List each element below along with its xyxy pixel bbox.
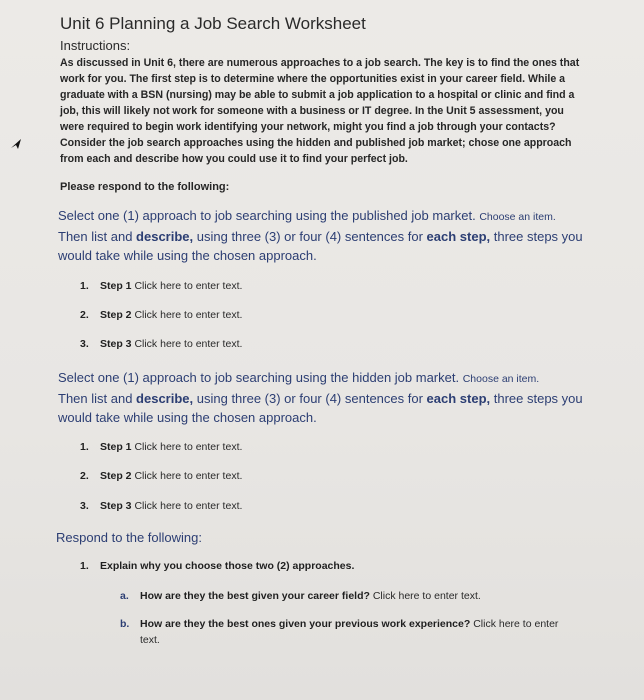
question-text: three steps you xyxy=(490,229,583,244)
step-item xyxy=(80,500,242,512)
step-text-field[interactable]: Click here to enter text. xyxy=(134,500,243,512)
question-item xyxy=(80,560,354,572)
instructions-line: job, this will likely not work for someone with a business or IT degree. In the Unit 5 assessment, you xyxy=(60,105,564,117)
sub-question-b xyxy=(120,616,590,648)
question-text: using three (3) or four (4) sentences for xyxy=(193,391,427,406)
instructions-line: from each and describe how you could use it to find your perfect job. xyxy=(60,153,408,165)
sub-question-a xyxy=(120,588,590,604)
step-number: 2. xyxy=(80,470,89,482)
question-text: three steps you xyxy=(490,391,583,406)
step-item xyxy=(80,280,242,292)
instructions-line: were required to begin work identifying your network, might you find a job through your contacts? xyxy=(60,121,556,133)
question-text: would take while using the chosen approach. xyxy=(58,410,317,425)
sub-question-text: How are they the best ones given your previous work experience? xyxy=(140,618,471,630)
answer-text-field[interactable]: Click here to enter xyxy=(473,618,559,630)
answer-text-field[interactable]: Click here to enter text. xyxy=(372,590,481,602)
choose-item-dropdown[interactable]: Choose an item. xyxy=(479,211,556,223)
question-text-bold: each step, xyxy=(426,229,491,244)
step-label: Step 3 xyxy=(100,500,132,512)
respond-prompt: Please respond to the following: xyxy=(60,181,230,193)
question-text-bold: describe, xyxy=(136,391,194,406)
step-number: 2. xyxy=(80,309,89,321)
sub-question-letter: b. xyxy=(120,618,130,630)
step-text-field[interactable]: Click here to enter text. xyxy=(134,441,243,453)
step-number: 3. xyxy=(80,338,89,350)
step-item xyxy=(80,309,242,321)
page-title: Unit 6 Planning a Job Search Worksheet xyxy=(60,14,366,33)
step-text-field[interactable]: Click here to enter text. xyxy=(134,309,243,321)
question-text: using three (3) or four (4) sentences for xyxy=(193,229,427,244)
step-label: Step 1 xyxy=(100,441,132,453)
sub-question-letter: a. xyxy=(120,590,129,602)
respond-heading: Respond to the following: xyxy=(56,530,202,545)
choose-item-dropdown[interactable]: Choose an item. xyxy=(462,373,540,385)
instructions-label: Instructions: xyxy=(60,38,131,53)
question-text: Explain why you choose those two (2) approaches. xyxy=(100,560,355,572)
step-number: 1. xyxy=(80,280,89,292)
step-text-field[interactable]: Click here to enter text. xyxy=(134,470,243,482)
instructions-line: work for you. The first step is to determine where the opportunities exist in your career field. While a xyxy=(60,73,566,85)
instructions-line: As discussed in Unit 6, there are numerous approaches to a job search. The key is to find the ones that xyxy=(60,57,580,69)
step-label: Step 1 xyxy=(100,280,132,292)
instructions-line: graduate with a BSN (nursing) may be able to submit a job application to a hospital or clinic and find a xyxy=(60,89,575,101)
mouse-pointer-icon xyxy=(8,136,24,152)
answer-text-field-continued[interactable]: text. xyxy=(140,634,160,646)
hidden-market-question xyxy=(58,368,608,427)
question-text-bold: describe, xyxy=(136,229,194,244)
step-item xyxy=(80,441,242,453)
published-market-question xyxy=(58,206,608,265)
step-text-field[interactable]: Click here to enter text. xyxy=(134,338,243,350)
step-label: Step 3 xyxy=(100,338,132,350)
step-text-field[interactable]: Click here to enter text. xyxy=(134,280,243,292)
question-text: Select one (1) approach to job searching using the hidden job market. xyxy=(58,370,460,385)
step-item xyxy=(80,338,242,350)
sub-question-text: How are they the best given your career field? xyxy=(140,590,370,602)
instructions-line: Consider the job search approaches using the hidden and published job market; chose one approach xyxy=(60,137,572,149)
question-text: would take while using the chosen approach. xyxy=(58,248,317,263)
step-number: 1. xyxy=(80,441,89,453)
step-label: Step 2 xyxy=(100,470,132,482)
step-label: Step 2 xyxy=(100,309,132,321)
step-number: 3. xyxy=(80,500,89,512)
instructions-body xyxy=(60,55,585,167)
question-text: Then list and xyxy=(58,391,137,406)
question-text-bold: each step, xyxy=(426,391,491,406)
question-number: 1. xyxy=(80,560,89,572)
question-text: Select one (1) approach to job searching using the published job market. xyxy=(58,208,476,223)
question-text: Then list and xyxy=(58,229,137,244)
step-item xyxy=(80,470,242,482)
